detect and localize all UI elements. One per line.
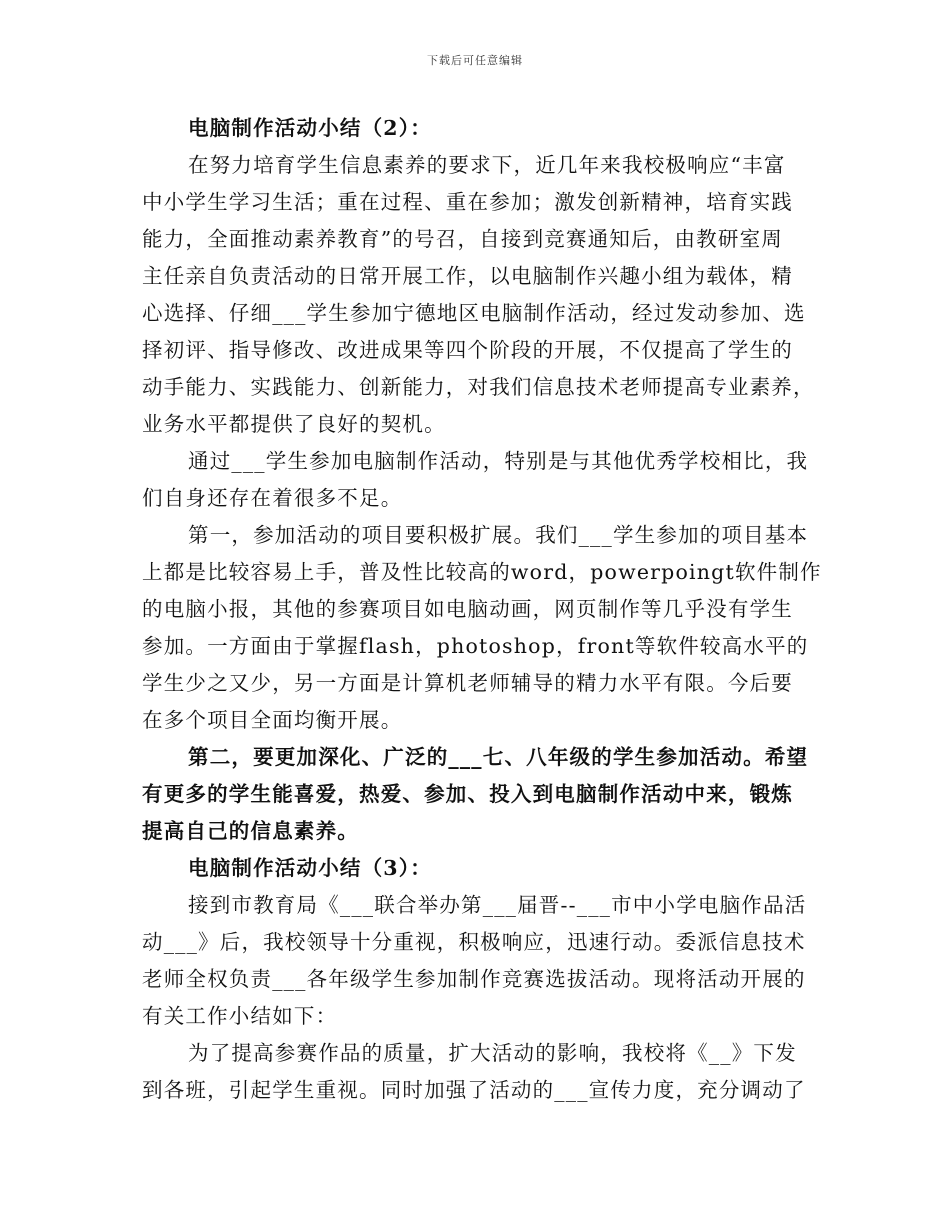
text-line: 择初评、指导修改、改进成果等四个阶段的开展，不仅提高了学生的 [142, 338, 793, 362]
text-line: 到各班，引起学生重视。同时加强了活动的___宣传力度，充分调动了 [142, 1078, 806, 1102]
text-line: 中小学生学习生活；重在过程、重在参加；激发创新精神，培育实践 [142, 190, 793, 214]
text-line: 的电脑小报，其他的参赛项目如电脑动画，网页制作等几乎没有学生 [142, 597, 793, 621]
text-line: 第一，参加活动的项目要积极扩展。我们___学生参加的项目基本 [188, 523, 809, 547]
section-heading: 电脑制作活动小结（3）： [188, 856, 432, 880]
text-line: 通过___学生参加电脑制作活动，特别是与其他优秀学校相比，我 [188, 449, 809, 473]
text-line: 主任亲自负责活动的日常开展工作，以电脑制作兴趣小组为载体，精 [142, 264, 793, 288]
text-line: 有更多的学生能喜爱，热爱、参加、投入到电脑制作活动中来，锻炼 [142, 782, 793, 806]
text-line: 有关工作小结如下： [142, 1004, 338, 1028]
text-line: 动手能力、实践能力、创新能力，对我们信息技术老师提高专业素养， [142, 375, 815, 399]
section-heading: 电脑制作活动小结（2）： [188, 116, 432, 140]
text-line: 能力，全面推动素养教育”的号召，自接到竞赛通知后，由教研室周 [142, 227, 783, 251]
text-line: 在多个项目全面均衡开展。 [142, 708, 403, 732]
text-line: 心选择、仔细___学生参加宁德地区电脑制作活动，经过发动参加、选 [142, 301, 806, 325]
text-line: 参加。一方面由于掌握flash，photoshop，front等软件较高水平的 [142, 634, 809, 658]
text-line: 们自身还存在着很多不足。 [142, 486, 403, 510]
text-line: 提高自己的信息素养。 [142, 819, 359, 843]
text-line: 业务水平都提供了良好的契机。 [142, 412, 446, 436]
text-line: 上都是比较容易上手，普及性比较高的word，powerpoingt软件制作 [142, 560, 822, 584]
text-line: 第二，要更加深化、广泛的___七、八年级的学生参加活动。希望 [188, 745, 809, 769]
text-line: 在努力培育学生信息素养的要求下，近几年来我校极响应“丰富 [188, 153, 786, 177]
text-line: 接到市教育局《___联合举办第___届晋--___市中小学电脑作品活 [188, 893, 807, 917]
document-body [142, 110, 822, 1109]
text-line: 学生少之又少，另一方面是计算机老师辅导的精力水平有限。今后要 [142, 671, 793, 695]
text-line: 为了提高参赛作品的质量，扩大活动的影响，我校将《__》下发 [188, 1041, 797, 1065]
page-header: 下载后可任意编辑 [427, 54, 523, 67]
text-line: 动___》后，我校领导十分重视，积极响应，迅速行动。委派信息技术 [142, 930, 806, 954]
text-line: 老师全权负责___各年级学生参加制作竞赛选拔活动。现将活动开展的 [142, 967, 806, 991]
